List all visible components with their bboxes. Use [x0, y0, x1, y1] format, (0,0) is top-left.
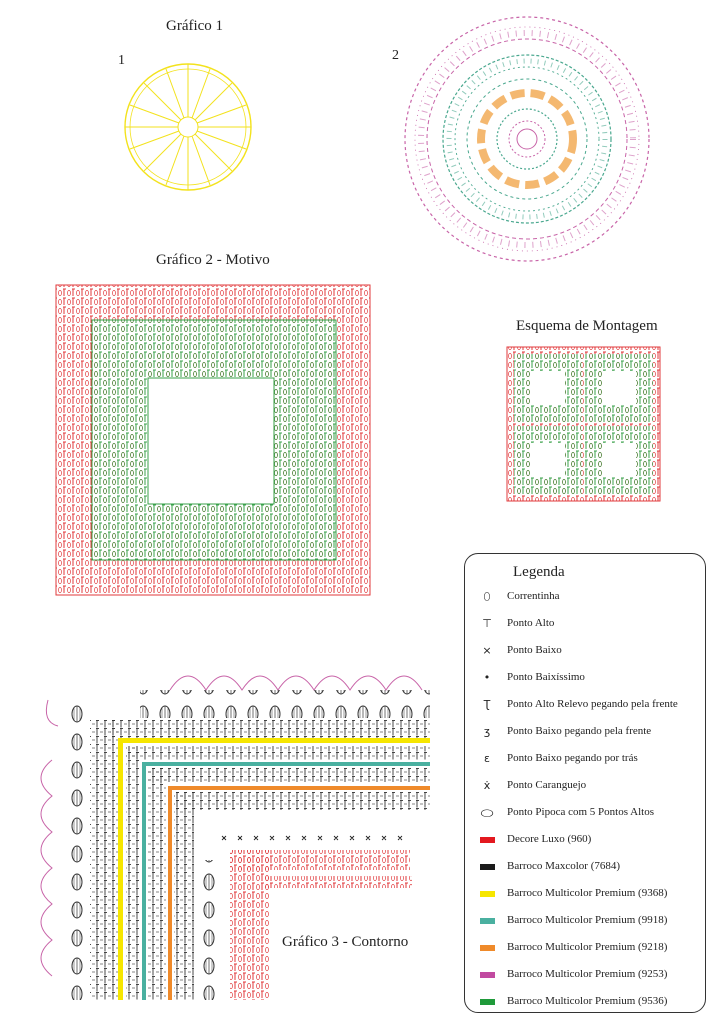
chart3-border — [41, 676, 430, 1000]
legend-box — [464, 553, 706, 1013]
yarn-swatch — [480, 972, 495, 978]
legend-yarn — [465, 993, 705, 1011]
legend-yarn-label: Barroco Multicolor Premium (9368) — [507, 887, 668, 899]
legend-item-label: Ponto Pipoca com 5 Pontos Altos — [507, 806, 654, 818]
legend-item-label: Ponto Caranguejo — [507, 779, 587, 791]
yarn-swatch — [480, 918, 495, 924]
legend-item — [465, 804, 705, 822]
legend-yarn — [465, 939, 705, 957]
chart3-title: Gráfico 3 - Contorno — [282, 934, 409, 950]
assembly-title: Esquema de Montagem — [516, 318, 658, 334]
chart1-title: Gráfico 1 — [166, 18, 224, 34]
double-crochet-icon: ⊤ — [482, 617, 492, 630]
yarn-swatch — [480, 945, 495, 951]
legend-item — [465, 615, 705, 633]
legend-yarn — [465, 966, 705, 984]
slip-stitch-icon: • — [483, 671, 491, 684]
legend-item-label: Correntinha — [507, 590, 560, 602]
legend-item — [465, 669, 705, 687]
legend-item-label: Ponto Baixíssimo — [507, 671, 585, 683]
chart1-part2-mandala — [405, 17, 649, 261]
back-post-sc-icon: ɛ — [484, 752, 490, 765]
legend-yarn — [465, 831, 705, 849]
legend-item — [465, 723, 705, 741]
legend-item — [465, 588, 705, 606]
chart1-part2-label: 2 — [392, 48, 399, 63]
legend-yarn — [465, 885, 705, 903]
legend-item-label: Ponto Alto — [507, 617, 555, 629]
legend-item-label: Ponto Baixo — [507, 644, 562, 656]
single-crochet-icon: × — [482, 644, 492, 657]
legend-item — [465, 750, 705, 768]
yarn-swatch — [480, 999, 495, 1005]
legend-item-label: Ponto Baixo pegando por trás — [507, 752, 638, 764]
front-post-sc-icon: ʒ — [483, 725, 491, 738]
yarn-swatch — [480, 837, 495, 843]
popcorn-stitch-icon: ⬭ — [480, 804, 494, 822]
legend-yarn-label: Barroco Maxcolor (7684) — [507, 860, 621, 872]
chart1-part1-label: 1 — [118, 53, 125, 68]
legend-yarn — [465, 912, 705, 930]
legend-yarn-label: Decore Luxo (960) — [507, 833, 592, 845]
legend-yarn-label: Barroco Multicolor Premium (9536) — [507, 995, 668, 1007]
yarn-swatch — [480, 864, 495, 870]
chart2-motif — [56, 285, 370, 595]
chart2-title: Gráfico 2 - Motivo — [156, 252, 270, 268]
chain-stitch-icon: ⬯ — [483, 590, 491, 603]
legend-yarn — [465, 858, 705, 876]
legend-item-label: Ponto Alto Relevo pegando pela frente — [507, 698, 678, 710]
crab-stitch-icon: ẋ — [483, 779, 491, 792]
chart1-part1-circle — [125, 64, 251, 190]
assembly-scheme — [507, 347, 660, 501]
legend-title: Legenda — [513, 564, 565, 580]
legend-item — [465, 642, 705, 660]
legend-item — [465, 696, 705, 714]
front-post-dc-icon: Ʈ — [483, 698, 491, 711]
legend-item — [465, 777, 705, 795]
legend-yarn-label: Barroco Multicolor Premium (9218) — [507, 941, 668, 953]
legend-item-label: Ponto Baixo pegando pela frente — [507, 725, 652, 737]
legend-yarn-label: Barroco Multicolor Premium (9918) — [507, 914, 668, 926]
yarn-swatch — [480, 891, 495, 897]
legend-yarn-label: Barroco Multicolor Premium (9253) — [507, 968, 668, 980]
